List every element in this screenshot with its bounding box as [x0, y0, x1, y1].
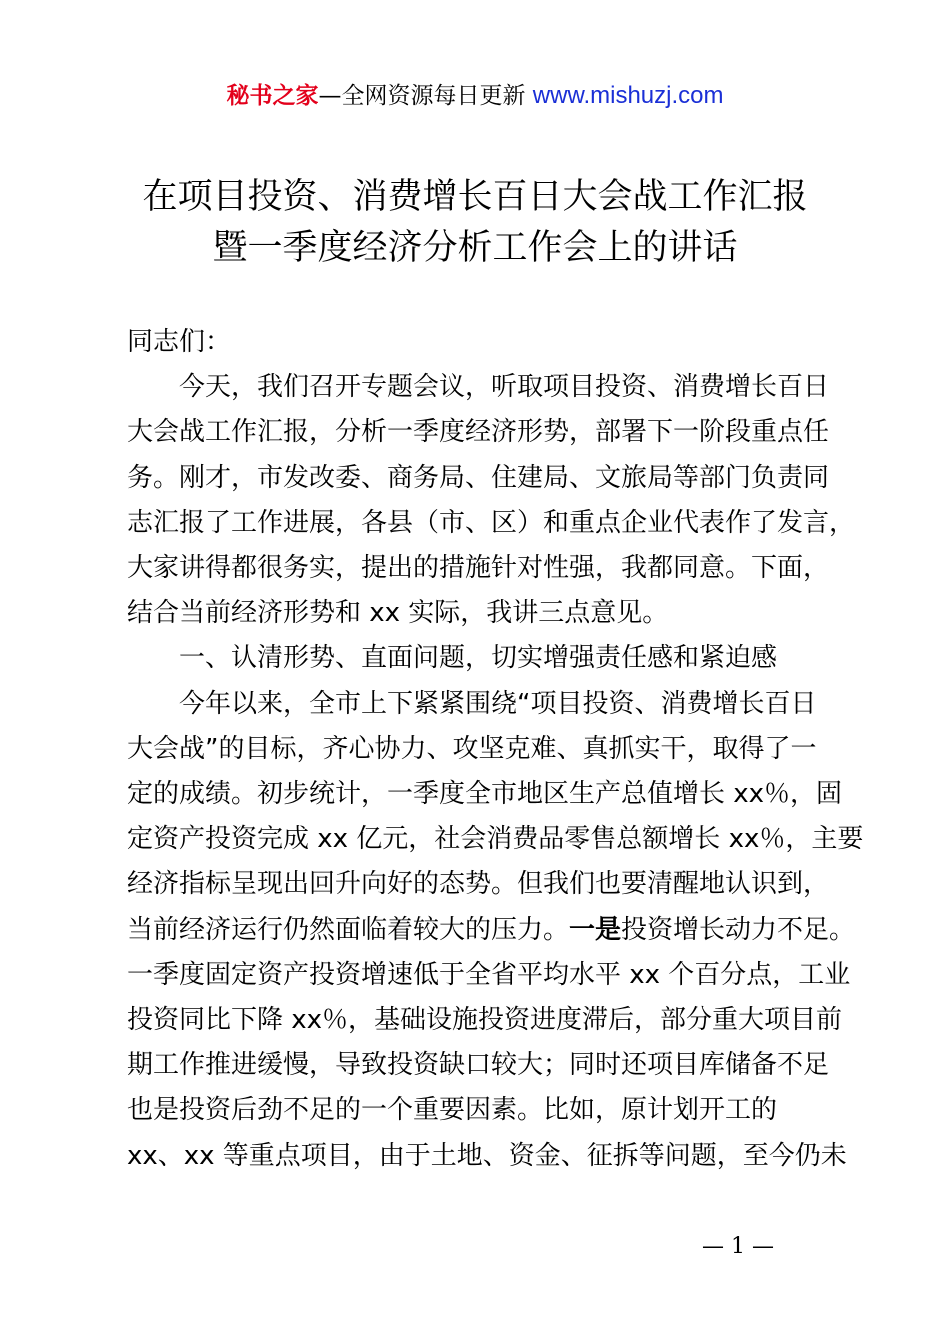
paragraph-2 — [127, 682, 864, 1179]
emphasis-bold-label: 一是 — [569, 914, 622, 945]
header-tagline: —全网资源每日更新 — [318, 83, 533, 109]
page-number: — 1 — — [702, 1234, 774, 1259]
paragraph-2-line: 定的成绩。初步统计，一季度全市地区生产总值增长 xx％，固 — [127, 779, 843, 810]
brand-name: 秘书之家 — [226, 83, 319, 109]
document-body — [127, 320, 864, 1179]
paragraph-1-line: 务。刚才，市发改委、商务局、住建局、文旅局等部门负责同 — [127, 462, 830, 493]
title-line-2: 暨一季度经济分析工作会上的讲话 — [212, 228, 738, 268]
paragraph-1-line: 大会战工作汇报，分析一季度经济形势，部署下一阶段重点任 — [127, 417, 830, 448]
site-header — [0, 80, 950, 112]
paragraph-2-line: 期工作推进缓慢，导致投资缺口较大；同时还项目库储备不足 — [127, 1050, 830, 1081]
salutation: 同志们： — [127, 327, 232, 357]
paragraph-2-line: 大会战”的目标，齐心协力、攻坚克难、真抓实干，取得了一 — [127, 733, 817, 764]
emphasis-suffix: 投资增长动力不足。 — [621, 914, 856, 945]
emphasis-prefix: 当前经济运行仍然面临着较大的压力。 — [127, 914, 570, 945]
paragraph-1-line: 结合当前经济形势和 xx 实际，我讲三点意见。 — [127, 598, 669, 629]
paragraph-2-line: 也是投资后劲不足的一个重要因素。比如，原计划开工的 — [127, 1095, 778, 1126]
title-line-1: 在项目投资、消费增长百日大会战工作汇报 — [142, 177, 808, 217]
paragraph-2-line: 经济指标呈现出回升向好的态势。但我们也要清醒地认识到， — [127, 869, 830, 900]
paragraph-1-line: 志汇报了工作进展，各县（市、区）和重点企业代表作了发言， — [127, 507, 856, 538]
section-1-heading — [127, 636, 839, 681]
paragraph-1-line: 大家讲得都很务实，提出的措施针对性强，我都同意。下面， — [127, 553, 830, 584]
paragraph-2-line: 定资产投资完成 xx 亿元，社会消费品零售总额增长 xx％，主要 — [127, 824, 864, 855]
document-title — [0, 172, 950, 274]
paragraph-1-line: 今天，我们召开专题会议，听取项目投资、消费增长百日 — [179, 372, 830, 403]
section-1-heading-text: 一、认清形势、直面问题，切实增强责任感和紧迫感 — [179, 643, 778, 674]
paragraph-2-line: 一季度固定资产投资增速低于全省平均水平 xx 个百分点，工业 — [127, 959, 851, 990]
paragraph-2-line: 投资同比下降 xx％，基础设施投资进度滞后，部分重大项目前 — [127, 1005, 843, 1036]
site-url-link[interactable]: www.mishuzj.com — [532, 82, 724, 109]
paragraph-2-line: xx、xx 等重点项目，由于土地、资金、征拆等问题，至今仍未 — [127, 1140, 847, 1171]
paragraph-2-emphasis-line — [127, 908, 856, 953]
paragraph-2-line: 今年以来，全市上下紧紧围绕“项目投资、消费增长百日 — [179, 688, 817, 719]
paragraph-1 — [127, 365, 856, 636]
